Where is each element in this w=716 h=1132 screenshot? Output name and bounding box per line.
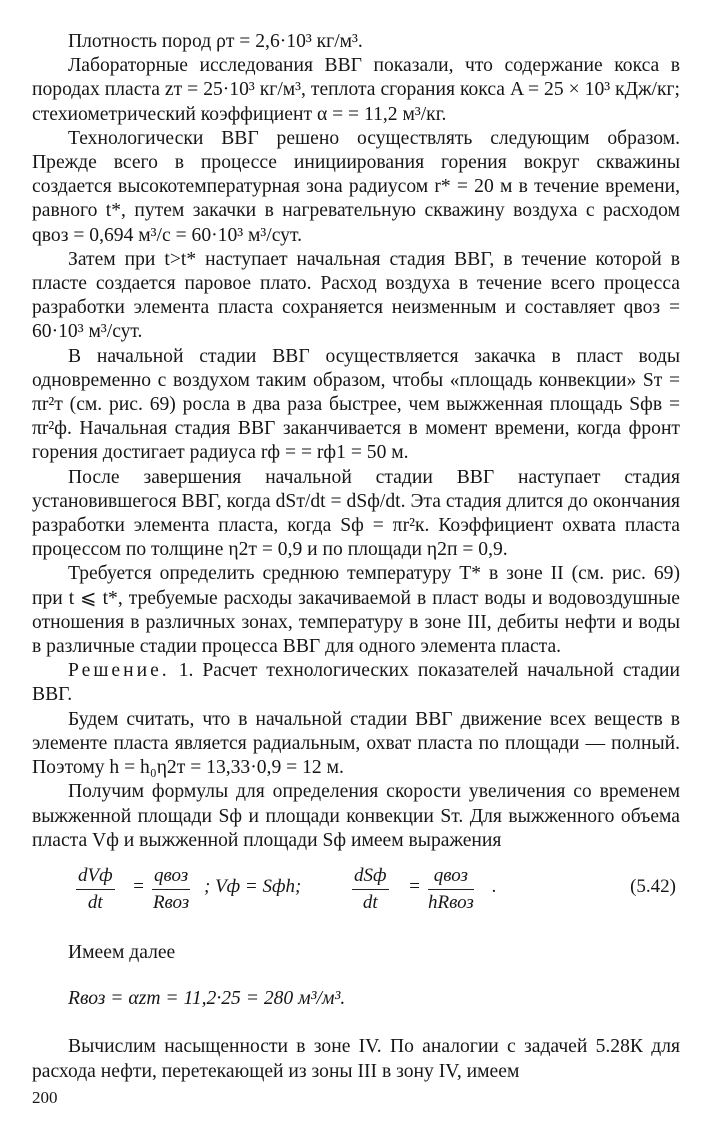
paragraph-lab-results: Лабораторные исследования ВВГ показали, что содержание кокса в породах пласта zт = 25·10³ кг/м³, теплота сгорания кокса A = 25 × 10³ кДж/кг; стехиометрический коэффициент α = = 11,2 м³/кг. [32,55,680,125]
fraction-dv-dt [76,863,115,916]
paragraph-assumption: Будем считать, что в начальной стадии ВВГ движение всех веществ в элементе пласта является радиальным, охват пласта по площади — полный. Поэтому h = h₀η2т = 13,33·0,9 = 12 м. [32,708,680,779]
paragraph-steady-stage: После завершения начальной стадии ВВГ наступает стадия установившегося ВВГ, когда dSт/dt = dSф/dt. Эта стадия длится до окончания разработки элемента пласта, когда Sф = πr²к. Коэффициент охвата пласта процессом по толщине η2т = 0,9 и по площади η2п = 0,9. [32,466,680,561]
fraction-numerator: dVф [78,864,113,886]
paragraph-initial-stage: Затем при t>t* наступает начальная стадия ВВГ, в течение которой в пласте создается паровое плато. Расход воздуха в течение всего процесса разработки элемента пласта сохраняется неизменным и составляет qвоз = 60·10³ м³/сут. [32,248,680,343]
fraction-ds-dt [352,863,389,916]
r-voz-line: Rвоз = αzт = 11,2·25 = 280 м³/м³. [68,988,346,1010]
page-number: 200 [32,1088,58,1107]
equals-sign: = [132,875,145,897]
further-label: Имеем далее [68,941,176,963]
paragraph-requirement: Требуется определить среднюю температуру T* в зоне II (см. рис. 69) при t ⩽ t*, требуемые расходы закачиваемой в пласт воды и водовоздушные отношения в различных зонах, температуру в зоне III, дебиты нефти и воды в различные стадии процесса ВВГ для одного элемента пласта. [32,563,680,658]
solution-text: 1. Расчет технологических показателей начальной стадии ВВГ. [32,660,680,706]
fraction-numerator: dSф [354,864,387,886]
fraction-denominator: dt [87,891,103,913]
paragraph-saturation: Вычислим насыщенности в зоне IV. По аналогии с задачей 5.28К для расхода нефти, перетекающей из зоны III в зону IV, имеем [32,1036,680,1082]
paragraph-water-injection: В начальной стадии ВВГ осуществляется закачка в пласт воды одновременно с воздухом таким образом, чтобы «площадь конвекции» Sт = πr²т (см. рис. 69) росла в два раза быстрее, чем выжженная площадь Sфв = πr²ф. Начальная стадия ВВГ заканчивается в момент времени, когда фронт горения достигает радиуса rф = = rф1 = 50 м. [32,345,680,464]
equation-number: (5.42) [630,875,676,897]
solution-label: Решение. [68,660,170,682]
fraction-numerator: qвоз [433,864,468,886]
fraction-denominator: hRвоз [428,891,474,913]
page-body [32,30,680,1084]
formula-middle: ; Vф = Sфh; [204,875,302,897]
paragraph-density: Плотность пород ρт = 2,6·10³ кг/м³. [68,31,363,52]
formula-5-42 [32,863,680,927]
paragraph-solution [32,659,680,707]
fraction-numerator: qвоз [154,864,189,886]
fraction-denominator: dt [362,891,378,913]
paragraph-technology: Технологически ВВГ решено осуществлять следующим образом. Прежде всего в процессе инициирования горения вокруг скважины создается высокотемпературная зона радиусом r* = 20 м в течение времени, равного t*, путем закачки в нагревательную скважину воздуха с расходом qвоз = 0,694 м³/с = 60·10³ м³/сут. [32,127,680,246]
paragraph-formulas-intro: Получим формулы для определения скорости увеличения со временем выжженной площади Sф и площади конвекции Sт. Для выжженного объема пласта Vф и выжженной площади Sф имеем выражения [32,781,680,851]
equals-sign: = [408,875,421,897]
fraction-denominator: Rвоз [152,891,190,913]
fraction-q-r [152,863,190,916]
fraction-q-hr [428,863,474,916]
formula-end: . [492,875,497,897]
